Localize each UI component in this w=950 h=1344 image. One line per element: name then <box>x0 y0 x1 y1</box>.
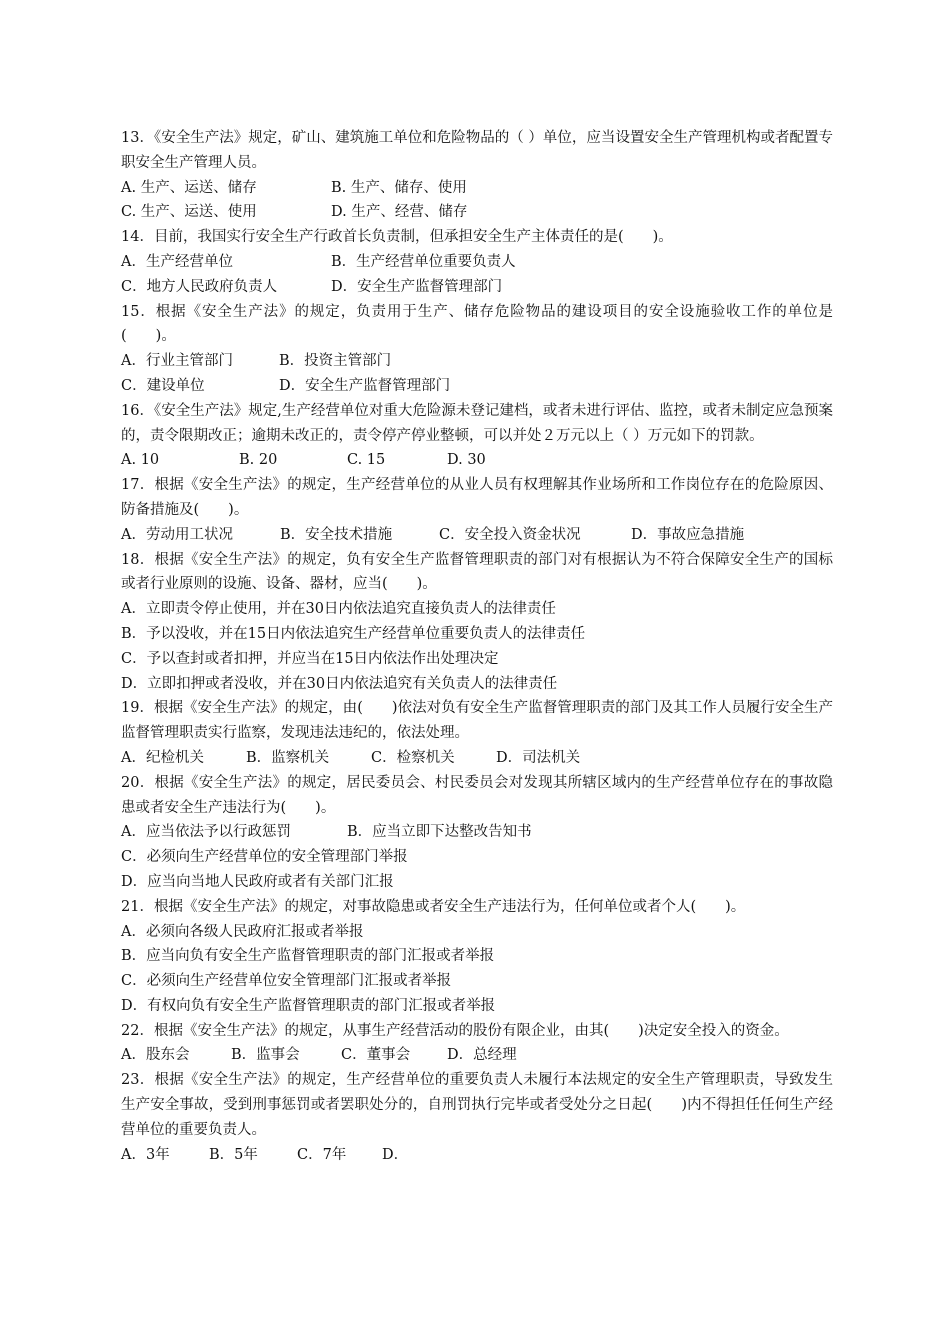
question-text: 16．《安全生产法》规定,生产经营单位对重大危险源未登记建档，或者未进行评估、监控，或者未制定应急预案的，责令限期改正；逾期未改正的，责令停产停业整顿，可以并处２万元以上（ ）万元如下的罚款。 <box>121 402 833 444</box>
option-item: C. 生产、运送、使用 <box>121 204 257 221</box>
option-item: D．有权向负有安全生产监督管理职责的部门汇报或者举报 <box>121 997 496 1014</box>
question-block <box>121 696 833 770</box>
option-item: A．劳动用工状况 <box>121 526 233 543</box>
option-row <box>121 275 833 300</box>
option-item: D．立即扣押或者没收，并在30日内依法追究有关负责人的法律责任 <box>121 675 558 692</box>
option-item: D．安全生产监督管理部门 <box>331 278 503 295</box>
question-block <box>121 225 833 299</box>
option-item: C．予以查封或者扣押，并应当在15日内依法作出处理决定 <box>121 650 499 667</box>
question-block <box>121 1019 833 1069</box>
option-item: D．应当向当地人民政府或者有关部门汇报 <box>121 873 394 890</box>
option-row <box>121 448 833 473</box>
option-group <box>121 820 833 894</box>
option-group <box>121 349 833 399</box>
option-group <box>121 176 833 226</box>
question-text: 19．根据《安全生产法》的规定，由( )依法对负有安全生产监督管理职责的部门及其工作人员履行安全生产监督管理职责实行监察，发现违法违纪的，依法处理。 <box>121 700 833 742</box>
question-block <box>121 300 833 399</box>
option-item: B．应当向负有安全生产监督管理职责的部门汇报或者举报 <box>121 948 495 965</box>
option-item: B．予以没收，并在15日内依法追究生产经营单位重要负责人的法律责任 <box>121 625 586 642</box>
option-row <box>121 969 833 994</box>
question-text: 20．根据《安全生产法》的规定，居民委员会、村民委员会对发现其所辖区域内的生产经营单位存在的事故隐患或者安全生产违法行为( )。 <box>121 774 833 816</box>
option-item: A．3年 <box>121 1146 170 1163</box>
option-item: D. 生产、经营、储存 <box>331 204 468 221</box>
option-row <box>121 845 833 870</box>
option-item: C．董事会 <box>341 1047 411 1064</box>
question-list <box>121 126 833 1167</box>
question-block <box>121 548 833 697</box>
option-row <box>121 870 833 895</box>
option-row <box>121 250 833 275</box>
option-group <box>121 1043 833 1068</box>
question-text: 17．根据《安全生产法》的规定，生产经营单位的从业人员有权理解其作业场所和工作岗位存在的危险原因、防备措施及( )。 <box>121 477 833 518</box>
option-item: A．生产经营单位 <box>121 253 233 270</box>
option-item: C．检察机关 <box>371 749 455 766</box>
option-item: A．行业主管部门 <box>121 353 233 370</box>
option-item: B．5年 <box>209 1146 258 1163</box>
option-row <box>121 1043 833 1068</box>
option-row <box>121 523 833 548</box>
option-row <box>121 349 833 374</box>
option-item: A. 10 <box>121 452 160 469</box>
option-item: B．监事会 <box>231 1047 300 1064</box>
option-row <box>121 622 833 647</box>
option-item: C．必须向生产经营单位安全管理部门汇报或者举报 <box>121 973 452 990</box>
option-item: D．总经理 <box>447 1047 517 1064</box>
option-item: B．生产经营单位重要负责人 <box>331 253 516 270</box>
question-text: 18．根据《安全生产法》的规定，负有安全生产监督管理职责的部门对有根据认为不符合保障安全生产的国标或者行业原则的设施、设备、器材，应当( )。 <box>121 551 833 593</box>
question-text: 22．根据《安全生产法》的规定，从事生产经营活动的股份有限企业，由其( )决定安全投入的资金。 <box>121 1022 789 1039</box>
option-row <box>121 820 833 845</box>
option-item: A．股东会 <box>121 1047 190 1064</box>
option-item: D．事故应急措施 <box>631 526 745 543</box>
option-group <box>121 1143 833 1168</box>
option-row <box>121 374 833 399</box>
option-item: B．应当立即下达整改告知书 <box>347 824 532 841</box>
option-item: A．纪检机关 <box>121 749 204 766</box>
option-row <box>121 200 833 225</box>
question-block <box>121 399 833 473</box>
option-row <box>121 1143 833 1168</box>
option-item: C．地方人民政府负责人 <box>121 278 278 295</box>
question-text: 21．根据《安全生产法》的规定，对事故隐患或者安全生产违法行为，任何单位或者个人( )。 <box>121 898 746 915</box>
option-item: A．必须向各级人民政府汇报或者举报 <box>121 923 364 940</box>
option-group <box>121 448 833 473</box>
option-item: B. 20 <box>239 452 278 469</box>
option-item: A．应当依法予以行政惩罚 <box>121 824 291 841</box>
option-group <box>121 597 833 696</box>
question-text: 13．《安全生产法》规定，矿山、建筑施工单位和危险物品的（ ）单位，应当设置安全生产管理机构或者配置专职安全生产管理人员。 <box>121 130 833 171</box>
question-text: 14．目前，我国实行安全生产行政首长负责制，但承担安全生产主体责任的是( )。 <box>121 229 673 246</box>
option-item: C. 15 <box>347 452 386 469</box>
question-block <box>121 771 833 895</box>
question-block <box>121 1068 833 1167</box>
option-item: B．投资主管部门 <box>279 353 392 370</box>
option-item: A．立即责令停止使用，并在30日内依法追究直接负责人的法律责任 <box>121 601 556 618</box>
option-group <box>121 250 833 300</box>
option-item: C．建设单位 <box>121 377 205 394</box>
option-row <box>121 672 833 697</box>
option-item: D． <box>382 1146 409 1163</box>
option-group <box>121 746 833 771</box>
option-item: D．司法机关 <box>496 749 581 766</box>
option-row <box>121 746 833 771</box>
question-text: 23．根据《安全生产法》的规定，生产经营单位的重要负责人未履行本法规定的安全生产管理职责，导致发生生产安全事故，受到刑事惩罚或者罢职处分的，自刑罚执行完毕或者受处分之日起( )内不得担任任何生产经营单位的重要负责人。 <box>121 1072 833 1138</box>
option-item: C．必须向生产经营单位的安全管理部门举报 <box>121 849 408 866</box>
option-row <box>121 944 833 969</box>
question-text: 15．根据《安全生产法》的规定，负责用于生产、储存危险物品的建设项目的安全设施验收工作的单位是( )。 <box>121 303 833 345</box>
question-block <box>121 895 833 1019</box>
option-row <box>121 597 833 622</box>
option-group <box>121 920 833 1019</box>
option-item: A. 生产、运送、储存 <box>121 179 257 196</box>
option-item: C．7年 <box>297 1146 347 1163</box>
option-item: B. 生产、储存、使用 <box>331 179 467 196</box>
option-item: B．监察机关 <box>246 749 330 766</box>
option-row <box>121 647 833 672</box>
question-block <box>121 126 833 225</box>
option-item: D．安全生产监督管理部门 <box>279 377 451 394</box>
option-item: D. 30 <box>447 452 486 469</box>
option-group <box>121 523 833 548</box>
option-row <box>121 994 833 1019</box>
question-block <box>121 473 833 547</box>
option-row <box>121 920 833 945</box>
option-item: B．安全技术措施 <box>280 526 393 543</box>
option-row <box>121 176 833 201</box>
option-item: C．安全投入资金状况 <box>439 526 581 543</box>
